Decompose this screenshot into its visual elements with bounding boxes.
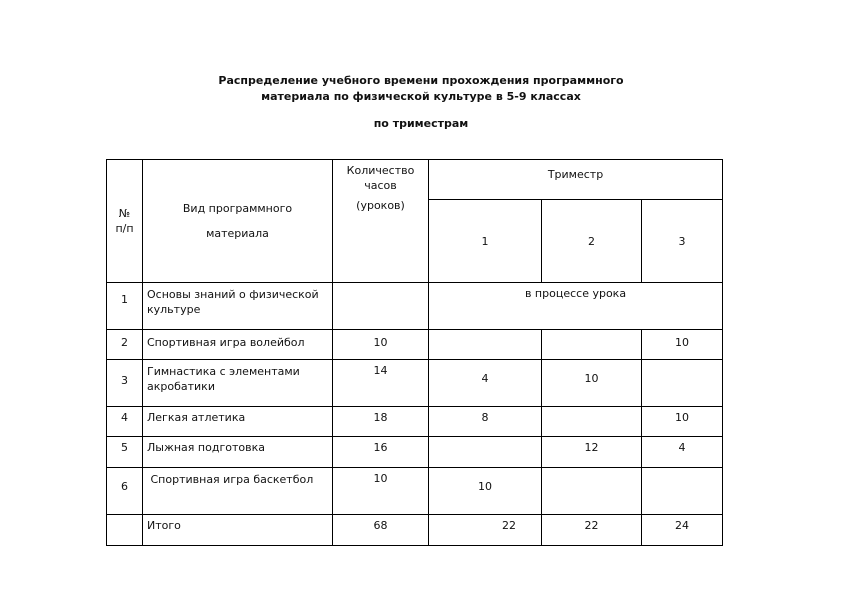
total-row <box>107 515 723 546</box>
row-name: Основы знаний о физической культуре <box>143 283 333 330</box>
row-t1 <box>429 437 542 468</box>
total-hours: 68 <box>333 515 429 546</box>
row-t1 <box>429 330 542 360</box>
row-name: Легкая атлетика <box>143 407 333 437</box>
row-num: 1 <box>107 283 143 330</box>
row-num: 6 <box>107 468 143 515</box>
distribution-table <box>106 159 723 546</box>
header-t2: 2 <box>542 200 642 283</box>
row-t2: 12 <box>542 437 642 468</box>
total-t1: 22 <box>429 515 542 546</box>
header-kind-line1: Вид программного <box>182 202 293 215</box>
table-row <box>107 468 723 515</box>
total-label: Итого <box>143 515 333 546</box>
row-t3: 4 <box>642 437 723 468</box>
row-t2 <box>542 330 642 360</box>
table-row <box>107 360 723 407</box>
table-row <box>107 283 723 330</box>
row-num: 3 <box>107 360 143 407</box>
row-name: Гимнастика с элементами акробатики <box>143 360 333 407</box>
total-t2: 22 <box>542 515 642 546</box>
row-note: в процессе урока <box>429 283 723 330</box>
header-kind <box>143 160 333 283</box>
row-t1: 4 <box>429 360 542 407</box>
row-name: Спортивная игра баскетбол <box>143 468 333 515</box>
row-t2 <box>542 407 642 437</box>
header-hours-line1: Количество часов <box>346 164 415 192</box>
document-title-line-1: Распределение учебного времени прохождения программного <box>218 74 624 87</box>
header-t3: 3 <box>642 200 723 283</box>
header-kind-line2: материала <box>206 227 269 240</box>
total-t3: 24 <box>642 515 723 546</box>
row-t1: 8 <box>429 407 542 437</box>
row-hours <box>333 283 429 330</box>
row-hours: 10 <box>333 330 429 360</box>
row-t3: 10 <box>642 407 723 437</box>
row-t3: 10 <box>642 330 723 360</box>
table-row <box>107 437 723 468</box>
row-t3 <box>642 468 723 515</box>
row-name: Лыжная подготовка <box>143 437 333 468</box>
row-t2: 10 <box>542 360 642 407</box>
row-hours: 10 <box>333 468 429 515</box>
row-t1: 10 <box>429 468 542 515</box>
table-row <box>107 407 723 437</box>
header-trimester: Триместр <box>429 160 723 200</box>
header-hours <box>333 160 429 283</box>
row-t2 <box>542 468 642 515</box>
document-title-line-2: материала по физической культуре в 5-9 классах <box>261 90 581 103</box>
row-hours: 16 <box>333 437 429 468</box>
row-hours: 14 <box>333 360 429 407</box>
header-row <box>107 160 723 200</box>
document-subtitle: по триместрам <box>373 117 469 130</box>
header-hours-line2: (уроков) <box>356 199 405 212</box>
table-row <box>107 330 723 360</box>
row-num: 5 <box>107 437 143 468</box>
row-num: 4 <box>107 407 143 437</box>
row-name: Спортивная игра волейбол <box>143 330 333 360</box>
header-num <box>107 160 143 283</box>
row-hours: 18 <box>333 407 429 437</box>
total-num <box>107 515 143 546</box>
header-num-label: № п/п <box>115 207 134 235</box>
header-t1: 1 <box>429 200 542 283</box>
row-t3 <box>642 360 723 407</box>
row-num: 2 <box>107 330 143 360</box>
